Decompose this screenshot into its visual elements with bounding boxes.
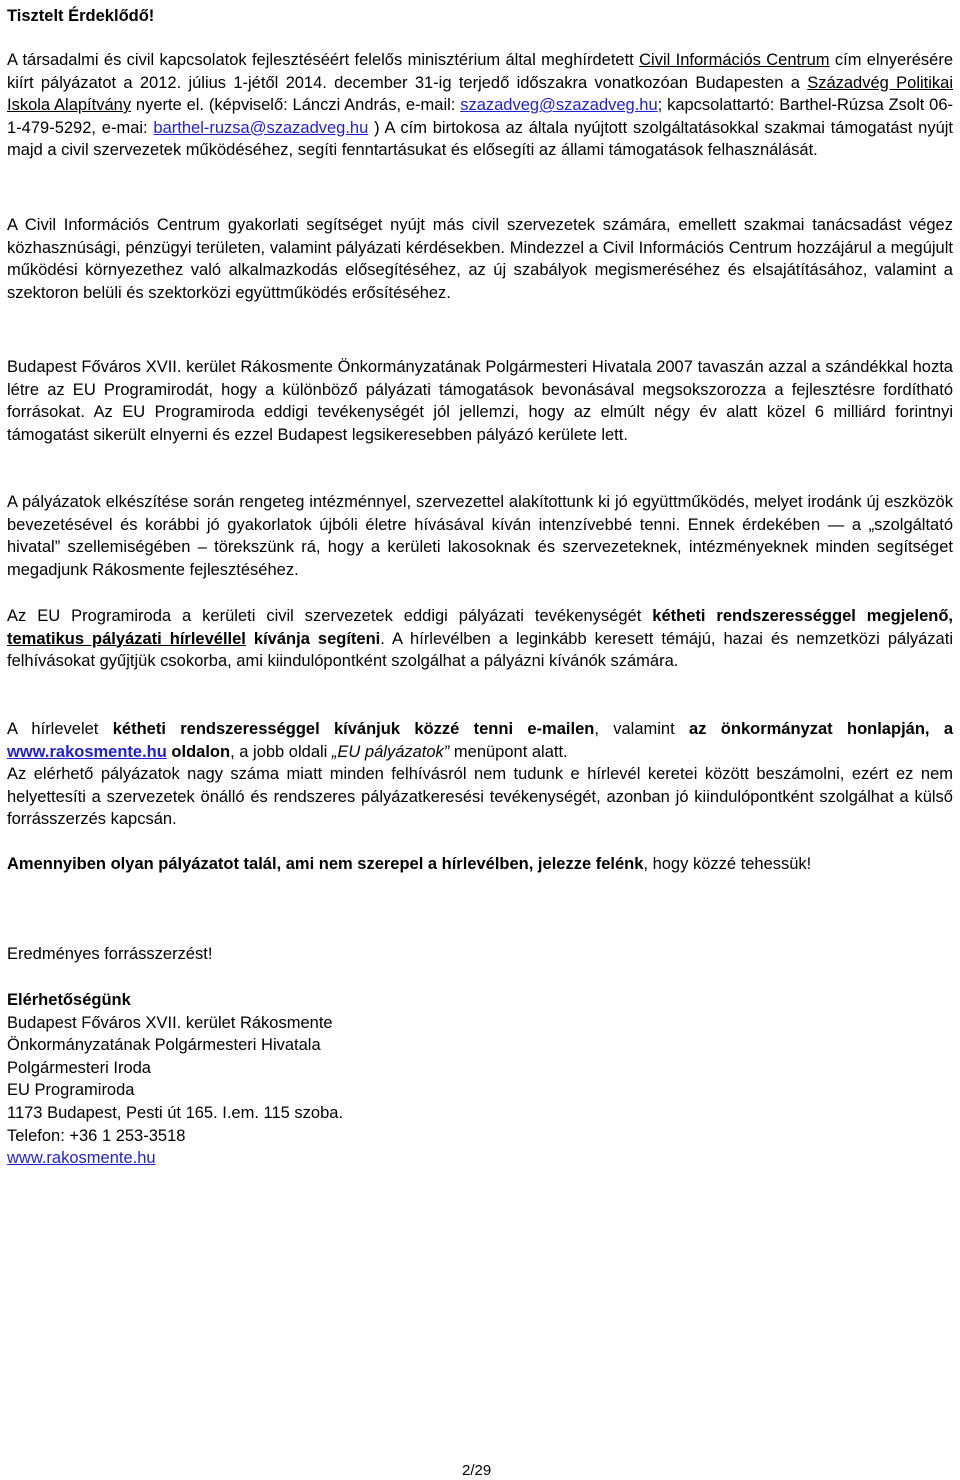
text-span: nyerte el. (képviselő: Lánczi András, e-mail: xyxy=(131,96,461,114)
text-span: cím elnyerésére kiírt pályázatot a 2012. július 1-jétől 2014. december 31-ig terjedő időszakra vonatkozóan Budapesten a xyxy=(7,51,953,92)
text-span: . A hírlevélben a leginkább keresett témájú, hazai és nemzetközi pályázati felhívásokat gyűjtjük csokorba, ami kiindulópontként szolgálhat a pályázni kívánók számára. xyxy=(7,629,953,670)
text-span: , hogy közzé tehessük! xyxy=(643,855,812,873)
contact-phone: Telefon: +36 1 253-3518 xyxy=(7,1126,186,1145)
paragraph-publication xyxy=(7,718,953,763)
website-link-inline[interactable]: www.rakosmente.hu xyxy=(7,742,167,761)
greeting-heading: Tisztelt Érdeklődő! xyxy=(7,7,155,25)
website-link[interactable]: www.rakosmente.hu xyxy=(7,1149,156,1168)
text-span: Az EU Programiroda a kerületi civil szervezetek eddigi pályázati tevékenységét xyxy=(7,607,653,625)
paragraph-cooperation: A pályázatok elkészítése során rengeteg intézménnyel, szervezettel alakítottunk ki jó együttműködés, melyet irodánk új eszközök bevezetésével és korábbi jó gyakorlatok újbóli életre hívásával kíván intenzívebbé tenni. Ennek érdekében — a „szolgáltató hivatal” szellemiségében – törekszünk rá, hogy a kerületi lakosoknak és szervezeteknek, intézményeknek minden segítséget megadjunk Rákosmente fejlesztéséhez. xyxy=(7,493,953,579)
bold-span: kétheti rendszerességgel kívánjuk közzé tenni e-mailen xyxy=(112,720,595,738)
paragraph-disclaimer: Az elérhető pályázatok nagy száma miatt minden felhívásról nem tudunk e hírlevél keretei között beszámolni, ezért ez nem helyettesíti a szervezetek önálló és rendszeres pályázatkeresési tevékenységét, azonban jó kiindulópontként szolgálhat a külső forrásszerzés kapcsán. xyxy=(7,765,953,828)
contact-address: 1173 Budapest, Pesti út 165. I.em. 115 szoba. xyxy=(7,1103,344,1122)
contact-line: Polgármesteri Iroda xyxy=(7,1058,151,1077)
page-number: 2/29 xyxy=(462,1462,492,1479)
bold-span: kívánja segíteni xyxy=(245,629,381,648)
contact-line: EU Programiroda xyxy=(7,1081,135,1100)
bold-span: kétheti rendszerességgel megjelenő, xyxy=(652,607,953,625)
paragraph-intro xyxy=(7,49,953,162)
email-link-barthel[interactable]: barthel-ruzsa@szazadveg.hu xyxy=(153,118,369,137)
bold-span: az önkormányzat honlapján, a xyxy=(689,720,954,738)
civil-centrum-link[interactable]: Civil Információs Centrum xyxy=(639,51,830,69)
contact-heading: Elérhetőségünk xyxy=(7,991,131,1009)
bold-underlined-span: tematikus pályázati hírlevéllel xyxy=(7,629,246,648)
foundation-link[interactable]: Századvég Politikai Iskola Alapítvány xyxy=(7,73,953,114)
contact-block xyxy=(7,989,343,1170)
text-span: A társadalmi és civil kapcsolatok fejlesztéséért felelős minisztérium által meghírdetett xyxy=(7,51,640,69)
text-span: , a jobb oldali xyxy=(230,742,332,761)
text-span: , valamint xyxy=(594,720,690,738)
text-span: ; kapcsolattartó: Barthel-Rúzsa Zsolt 06-1-479-5292, e-mai: xyxy=(7,96,954,137)
paragraph-eu-programiroda: Budapest Főváros XVII. kerület Rákosmente Önkormányzatának Polgármesteri Hivatala 2007 tavaszán azzal a szándékkal hozta létre az EU Programirodát, hogy a különböző pályázati támogatások bevonásával megsokszorozza a fejlesztésre fordítható forrásokat. Az EU Programiroda eddigi tevékenységét jól jellemzi, hogy az elmúlt négy év alatt közel 6 milliárd forintnyi támogatást sikerült elnyerni és ezzel Budapest legsikeresebben pályázó kerülete lett. xyxy=(7,358,953,444)
closing-line: Eredményes forrásszerzést! xyxy=(7,945,213,963)
italic-span: „EU pályázatok” xyxy=(331,742,450,761)
text-span: A hírlevelet xyxy=(7,720,113,738)
contact-line: Önkormányzatának Polgármesteri Hivatala xyxy=(7,1036,321,1055)
text-span: menüpont alatt. xyxy=(449,742,568,761)
email-link-szazadveg[interactable]: szazadveg@szazadveg.hu xyxy=(460,96,658,114)
paragraph-request xyxy=(7,853,953,876)
paragraph-civil-centrum: A Civil Információs Centrum gyakorlati segítséget nyújt más civil szervezetek számára, emellett szakmai tanácsadást végez közhasznúsági, pénzügyi területen, valamint pályázati kérdésekben. Mindezzel a Civil Információs Centrum hozzájárul a megújult működési környezethez való alkalmazkodás elősegítéséhez, az új szabályok megismeréséhez és elsajátításához, valamint a szektoron belüli és szektorközi együttműködés erősítéséhez. xyxy=(7,216,953,302)
contact-line: Budapest Főváros XVII. kerület Rákosmente xyxy=(7,1013,333,1032)
bold-span: Amennyiben olyan pályázatot talál, ami nem szerepel a hírlevélben, jelezze felénk xyxy=(7,855,644,873)
text-span: ) A cím birtokosa az általa nyújtott szolgáltatásokkal szakmai támogatást nyújt majd a civil szervezetek működéséhez, segíti fenntartásukat és elősegíti az állami támogatások felhasználását. xyxy=(7,118,953,159)
bold-span: oldalon xyxy=(166,742,231,761)
paragraph-newsletter xyxy=(7,605,953,673)
